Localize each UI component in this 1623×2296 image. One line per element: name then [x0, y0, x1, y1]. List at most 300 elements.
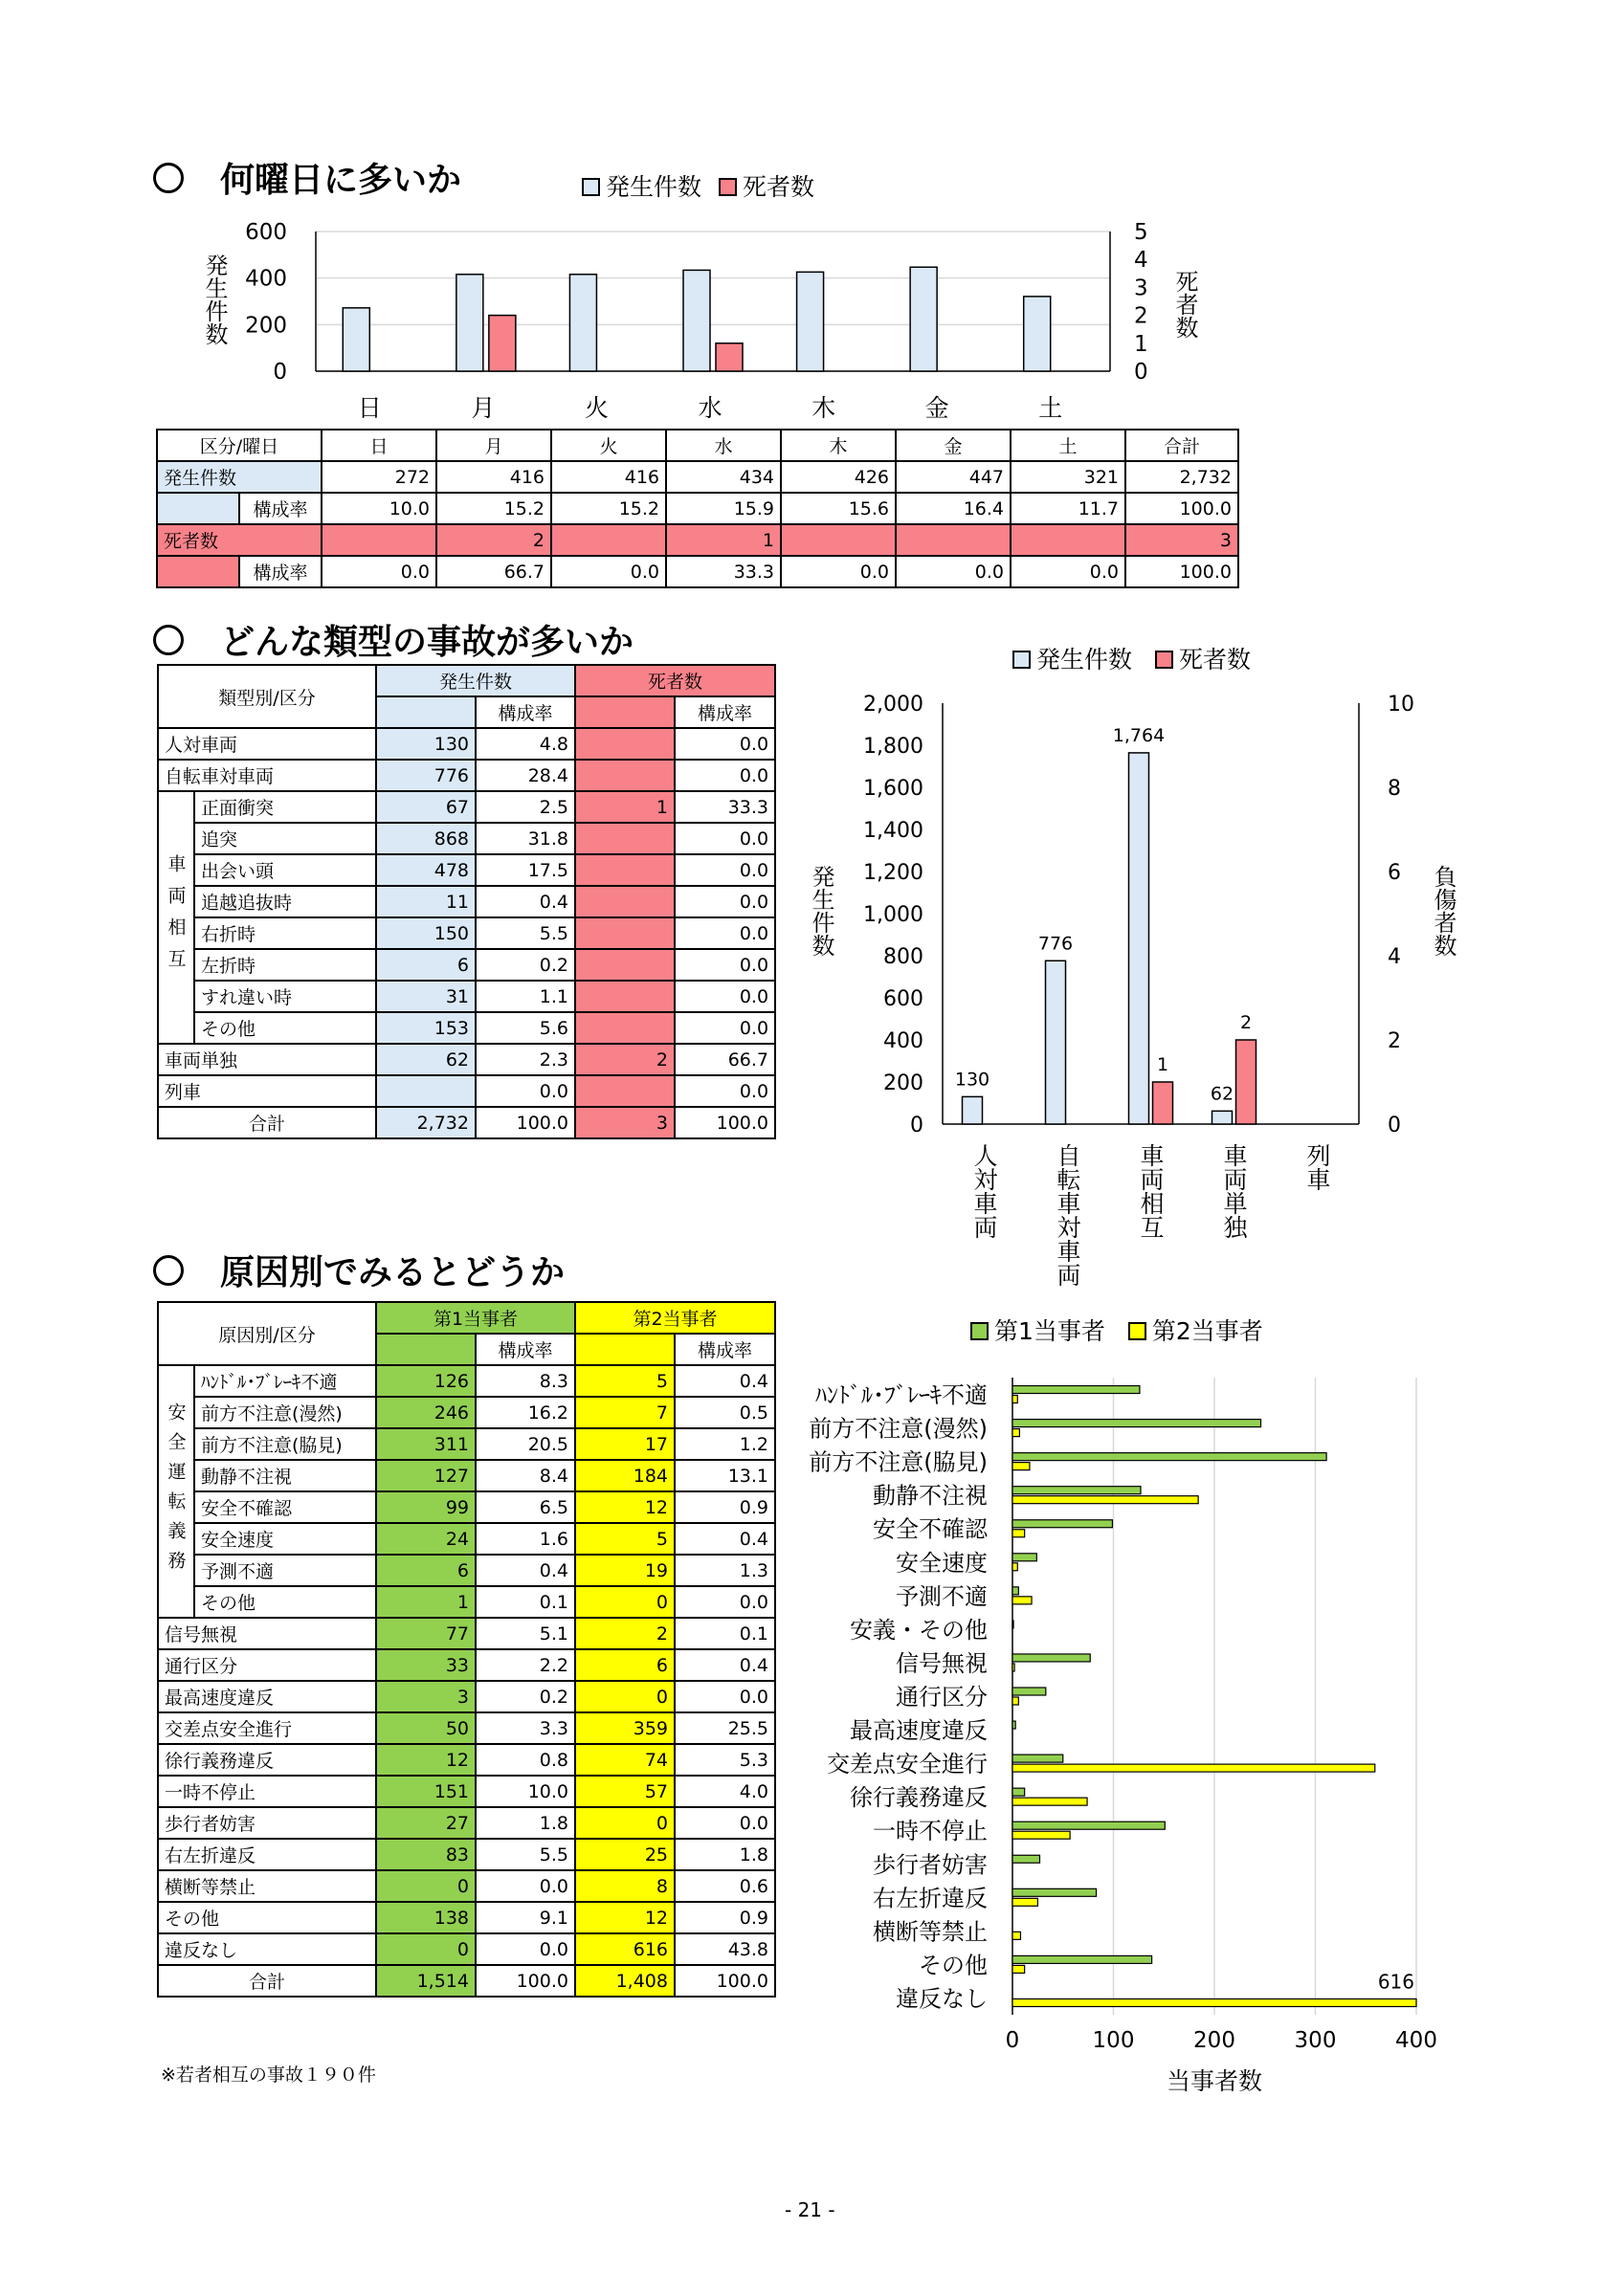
row-label: 信号無視: [158, 1618, 376, 1649]
table-cell: 99: [376, 1491, 476, 1523]
table-cell: 5.5: [476, 917, 575, 949]
table-cell: 100.0: [476, 1107, 575, 1138]
row-label: 一時不停止: [158, 1776, 376, 1807]
table-cell: 126: [376, 1365, 476, 1397]
table-cell: 0.4: [675, 1365, 775, 1397]
table-cell: 5.5: [476, 1839, 575, 1870]
row-label: その他: [194, 1586, 376, 1618]
table-cell: 2,732: [1125, 461, 1238, 493]
table-cell: 478: [376, 854, 476, 886]
header-cell: 木: [781, 430, 896, 461]
table-cell: 1: [376, 1586, 476, 1618]
x-tick-label: 300: [1294, 2028, 1337, 2053]
legend-swatch-accidents: [582, 178, 600, 196]
table-cell: 447: [896, 461, 1011, 493]
weekday-chart-ylabel-right: 死者数: [1171, 270, 1198, 339]
table-cell: 0.0: [551, 556, 666, 587]
table-cell: [575, 917, 675, 949]
bar-accidents: [1024, 297, 1051, 371]
x-tick-label: 人対車両: [970, 1143, 998, 1239]
bar-accidents: [343, 308, 369, 371]
row-label: 最高速度違反: [158, 1681, 376, 1712]
table-cell: 0.1: [476, 1586, 575, 1618]
bar-party1: [1012, 1554, 1036, 1561]
table-cell: 0: [575, 1807, 675, 1839]
weekday-chart-ylabel-left: 発生件数: [201, 254, 228, 345]
table-row: [158, 981, 775, 1012]
bar-deaths: [1153, 1082, 1173, 1124]
table-cell: 5.6: [476, 1012, 575, 1044]
table-cell: 246: [376, 1397, 476, 1428]
table-cell: 16.4: [896, 493, 1011, 524]
bar-party1: [1012, 1721, 1015, 1729]
header-cell: 原因別/区分: [158, 1302, 376, 1365]
y-tick-label: 1,400: [863, 819, 923, 843]
row-label: 交差点安全進行: [158, 1712, 376, 1744]
cause-chart: [785, 1358, 1455, 2105]
y-tick-label: 安義・その他: [850, 1616, 988, 1644]
y-tick-label: 200: [245, 313, 287, 339]
table-cell: [575, 1012, 675, 1044]
table-cell: 15.9: [666, 493, 781, 524]
table-row: [158, 1807, 775, 1839]
table-cell: 43.8: [675, 1933, 775, 1965]
table-cell: 0.4: [476, 1555, 575, 1586]
table-row: [158, 1870, 775, 1902]
table-row: [158, 1460, 775, 1491]
bar-party1: [1012, 1855, 1039, 1863]
table-cell: 0.5: [675, 1397, 775, 1428]
y2-tick-label: 0: [1388, 1114, 1401, 1137]
row-label: 追突: [194, 823, 376, 854]
table-cell: 1.6: [476, 1523, 575, 1555]
header-cell: 金: [896, 430, 1011, 461]
table-cell: 0.0: [675, 917, 775, 949]
y-tick-label: その他: [919, 1952, 988, 1979]
table-cell: 25.5: [675, 1712, 775, 1744]
header-cell: 死者数: [575, 665, 775, 696]
table-row: [158, 1744, 775, 1776]
type-chart-ylabel-left: 発生件数: [808, 865, 834, 957]
legend-swatch-party1: [970, 1322, 989, 1340]
table-cell: 130: [376, 728, 476, 760]
table-row: [158, 1712, 775, 1744]
bar-party2: [1012, 1463, 1030, 1470]
header-cell: [575, 1334, 675, 1365]
table-cell: 0.0: [1011, 556, 1125, 587]
bar-party1: [1012, 1788, 1025, 1796]
table-cell: 16.2: [476, 1397, 575, 1428]
table-cell: 127: [376, 1460, 476, 1491]
bar-party2: [1012, 1664, 1014, 1671]
y2-tick-label: 8: [1388, 777, 1401, 801]
table-cell: 184: [575, 1460, 675, 1491]
table-cell: 1.8: [476, 1807, 575, 1839]
legend-swatch-deaths: [719, 178, 737, 196]
header-cell: 構成率: [476, 1334, 575, 1365]
table-cell: [575, 728, 675, 760]
table-row: [158, 728, 775, 760]
y2-tick-label: 2: [1388, 1029, 1401, 1053]
section1-title: 何曜日に多いか: [153, 153, 461, 202]
row-label: 前方不注意(脇見): [194, 1428, 376, 1460]
y2-tick-label: 1: [1134, 331, 1148, 357]
table-cell: 7: [575, 1397, 675, 1428]
table-row: [158, 1012, 775, 1044]
table-cell: 0.6: [675, 1870, 775, 1902]
y-tick-label: 2,000: [863, 693, 923, 717]
table-cell: 0.1: [675, 1618, 775, 1649]
table-cell: 8.4: [476, 1460, 575, 1491]
y-tick-label: 600: [883, 987, 923, 1011]
x-tick-label: 0: [1005, 2028, 1020, 2053]
table-cell: 8.3: [476, 1365, 575, 1397]
table-row: [158, 1397, 775, 1428]
x-tick-label: 100: [1092, 2028, 1135, 2053]
table-row: [157, 556, 1238, 587]
table-row: [158, 1428, 775, 1460]
x-axis-title: 当事者数: [1166, 2067, 1263, 2095]
bar-party1: [1012, 1420, 1261, 1427]
table-total-row: [158, 1965, 775, 1997]
table-cell: 1.2: [675, 1428, 775, 1460]
table-cell: 272: [322, 461, 436, 493]
table-cell: 5: [575, 1523, 675, 1555]
x-tick-label: 列車: [1303, 1143, 1331, 1191]
table-cell: 5.1: [476, 1618, 575, 1649]
y-tick-label: 800: [883, 945, 923, 969]
table-cell: 0.2: [476, 1681, 575, 1712]
bar-party2: [1012, 1429, 1019, 1437]
table-cell: 426: [781, 461, 896, 493]
y-tick-label: 交差点安全進行: [827, 1751, 988, 1778]
table-row: [158, 917, 775, 949]
header-cell: 合計: [1125, 430, 1238, 461]
bar-party1: [1012, 1654, 1090, 1662]
y-tick-label: 予測不適: [896, 1582, 988, 1610]
table-cell: 416: [436, 461, 551, 493]
table-cell: 33: [376, 1649, 476, 1681]
bar-party2: [1012, 1798, 1087, 1805]
row-label-rate: 構成率: [239, 556, 322, 587]
x-tick-label: 車両単独: [1220, 1143, 1248, 1239]
x-tick-label: 土: [1038, 394, 1063, 422]
table-row: [158, 886, 775, 917]
table-cell: 153: [376, 1012, 476, 1044]
bar-party1: [1012, 1621, 1013, 1628]
table-cell: 1.3: [675, 1555, 775, 1586]
table-cell: [575, 1075, 675, 1107]
legend-type: 発生件数 死者数: [1012, 641, 1251, 675]
bar-accidents: [963, 1096, 983, 1124]
table-cell: 1: [575, 791, 675, 823]
table-cell: 0.0: [675, 1075, 775, 1107]
table-cell: [575, 854, 675, 886]
table-row: [158, 1555, 775, 1586]
table-cell: 12: [575, 1491, 675, 1523]
x-tick-label: 400: [1395, 2028, 1437, 2053]
table-row: [158, 949, 775, 981]
header-cell: 水: [666, 430, 781, 461]
row-label: 横断等禁止: [158, 1870, 376, 1902]
header-cell: 第1当事者: [376, 1302, 575, 1334]
row-label: 人対車両: [158, 728, 376, 760]
row-label: 安全速度: [194, 1523, 376, 1555]
row-label-deaths: 死者数: [157, 524, 322, 556]
table-cell: 311: [376, 1428, 476, 1460]
table-cell: 100.0: [1125, 556, 1238, 587]
table-cell: 1,408: [575, 1965, 675, 1997]
table-cell: 776: [376, 760, 476, 791]
row-label: 右折時: [194, 917, 376, 949]
table-cell: 25: [575, 1839, 675, 1870]
table-cell: 11: [376, 886, 476, 917]
row-label: 通行区分: [158, 1649, 376, 1681]
y-tick-label: 前方不注意(漫然): [809, 1415, 988, 1443]
row-label: 前方不注意(漫然): [194, 1397, 376, 1428]
bar-accidents: [1046, 960, 1066, 1124]
table-cell: 321: [1011, 461, 1125, 493]
table-cell: 5.3: [675, 1744, 775, 1776]
table-cell: 6: [575, 1649, 675, 1681]
header-cell: 区分/曜日: [157, 430, 322, 461]
bar-party2: [1012, 1530, 1025, 1537]
data-label: 1,764: [1112, 724, 1166, 746]
bar-deaths: [489, 316, 516, 371]
row-label-total: 合計: [158, 1107, 376, 1138]
y-tick-label: 前方不注意(脇見): [809, 1448, 988, 1476]
table-cell: 74: [575, 1744, 675, 1776]
group-label: 車両相互: [158, 791, 194, 1044]
header-cell: 日: [322, 430, 436, 461]
bar-party1: [1012, 1520, 1112, 1528]
table-row: [158, 823, 775, 854]
table-cell: 868: [376, 823, 476, 854]
table-cell: [896, 524, 1011, 556]
x-tick-label: 車両相互: [1137, 1143, 1165, 1239]
table-row: [157, 524, 1238, 556]
table-cell: 0.0: [675, 1012, 775, 1044]
table-cell: 0: [575, 1586, 675, 1618]
x-tick-label: 200: [1193, 2028, 1235, 2053]
data-label: 130: [954, 1069, 990, 1091]
table-cell: 0.8: [476, 1744, 575, 1776]
table-cell: 0: [575, 1681, 675, 1712]
legend-swatch-deaths: [1155, 651, 1173, 669]
table-header-row: [158, 665, 775, 696]
table-cell: 0.0: [675, 760, 775, 791]
table-cell: [376, 1075, 476, 1107]
row-label: 予測不適: [194, 1555, 376, 1586]
y2-tick-label: 3: [1134, 276, 1148, 301]
table-cell: 66.7: [436, 556, 551, 587]
legend-swatch-accidents: [1012, 651, 1031, 669]
table-cell: 10.0: [476, 1776, 575, 1807]
table-cell: 2: [436, 524, 551, 556]
circle-bullet-icon: [153, 163, 184, 193]
y-tick-label: 安全不確認: [873, 1515, 988, 1543]
table-cell: 2.3: [476, 1044, 575, 1075]
row-label: 徐行義務違反: [158, 1744, 376, 1776]
table-cell: 0.0: [476, 1870, 575, 1902]
row-label-rate: 構成率: [239, 493, 322, 524]
table-cell: 67: [376, 791, 476, 823]
table-cell: 62: [376, 1044, 476, 1075]
table-cell: 0.4: [675, 1523, 775, 1555]
x-tick-label: 日: [357, 394, 382, 422]
accident-type-table: [157, 664, 776, 1139]
y2-tick-label: 4: [1134, 248, 1148, 274]
data-label: 1: [1156, 1054, 1169, 1075]
section2-title: どんな類型の事故が多いか: [153, 615, 634, 664]
table-cell: 17: [575, 1428, 675, 1460]
y-tick-label: 400: [245, 266, 287, 292]
row-label: 右左折違反: [158, 1839, 376, 1870]
data-label: 616: [1377, 1970, 1414, 1994]
table-cell: [575, 949, 675, 981]
y2-tick-label: 0: [1134, 360, 1148, 385]
cause-table: [157, 1301, 776, 1998]
table-cell: 0.0: [675, 949, 775, 981]
y-tick-label: 1,600: [863, 777, 923, 801]
table-cell: 150: [376, 917, 476, 949]
y2-tick-label: 2: [1134, 303, 1148, 329]
table-cell: 100.0: [675, 1965, 775, 1997]
bar-accidents: [1129, 753, 1149, 1124]
legend-weekday: 発生件数 死者数: [582, 168, 814, 203]
table-cell: 3.3: [476, 1712, 575, 1744]
table-cell: 0.4: [675, 1649, 775, 1681]
weekday-table: [156, 429, 1239, 588]
bar-deaths: [1236, 1040, 1256, 1124]
table-cell: 77: [376, 1618, 476, 1649]
row-label: 違反なし: [158, 1933, 376, 1965]
table-cell: 0.0: [675, 981, 775, 1012]
table-cell: 2,732: [376, 1107, 476, 1138]
table-row: [158, 1933, 775, 1965]
row-label: 動静不注視: [194, 1460, 376, 1491]
table-cell: 15.2: [436, 493, 551, 524]
table-row: [158, 1365, 775, 1397]
x-tick-label: 金: [924, 394, 949, 422]
y-tick-label: 一時不停止: [873, 1818, 988, 1845]
y2-tick-label: 5: [1134, 220, 1148, 245]
bar-accidents: [910, 267, 937, 371]
data-label: 776: [1037, 933, 1074, 955]
y-tick-label: 1,000: [863, 903, 923, 927]
bar-party2: [1012, 1563, 1017, 1571]
table-cell: 2.2: [476, 1649, 575, 1681]
page-number: - 21 -: [785, 2198, 835, 2221]
table-cell: 0.0: [896, 556, 1011, 587]
bar-accidents: [569, 275, 596, 371]
table-row: [158, 1776, 775, 1807]
table-row: [158, 1618, 775, 1649]
weekday-chart: [220, 220, 1177, 430]
table-cell: 100.0: [1125, 493, 1238, 524]
table-cell: 100.0: [675, 1107, 775, 1138]
row-label: 自転車対車両: [158, 760, 376, 791]
header-cell: 構成率: [675, 1334, 775, 1365]
table-row: [158, 1649, 775, 1681]
row-label: 出会い頭: [194, 854, 376, 886]
bar-party1: [1012, 1955, 1152, 1963]
table-header-row: [157, 430, 1238, 461]
table-cell: 0.0: [781, 556, 896, 587]
table-cell: 6: [376, 1555, 476, 1586]
table-cell: 416: [551, 461, 666, 493]
table-cell: 10.0: [322, 493, 436, 524]
y-tick-label: 600: [245, 220, 287, 245]
bar-party1: [1012, 1755, 1063, 1762]
y-tick-label: 動静不注視: [873, 1482, 988, 1510]
table-row: [158, 854, 775, 886]
table-cell: 11.7: [1011, 493, 1125, 524]
table-cell: 3: [575, 1107, 675, 1138]
table-row: [158, 1075, 775, 1107]
data-label: 62: [1210, 1083, 1234, 1105]
row-label: その他: [158, 1902, 376, 1933]
table-cell: 0.0: [476, 1933, 575, 1965]
table-row: [157, 493, 1238, 524]
bar-party2: [1012, 1932, 1020, 1939]
bar-accidents: [683, 270, 710, 371]
row-label-accidents: 発生件数: [157, 461, 322, 493]
circle-bullet-icon: [153, 1255, 184, 1286]
table-cell: 1,514: [376, 1965, 476, 1997]
table-cell: 15.6: [781, 493, 896, 524]
table-cell: 0.0: [675, 728, 775, 760]
x-tick-label: 月: [471, 394, 496, 422]
table-cell: 2: [575, 1618, 675, 1649]
table-cell: 20.5: [476, 1428, 575, 1460]
bar-party2: [1012, 1764, 1375, 1772]
y-tick-label: ﾊﾝﾄﾞﾙ･ﾌﾞﾚｰｷ不適: [815, 1381, 988, 1409]
y-tick-label: 最高速度違反: [850, 1717, 988, 1745]
table-row: [158, 1681, 775, 1712]
bar-party1: [1012, 1587, 1018, 1595]
table-cell: 13.1: [675, 1460, 775, 1491]
header-cell: 構成率: [675, 696, 775, 728]
header-cell: 類型別/区分: [158, 665, 376, 728]
table-cell: 6.5: [476, 1491, 575, 1523]
table-cell: 19: [575, 1555, 675, 1586]
table-total-row: [158, 1107, 775, 1138]
section3-title: 原因別でみるとどうか: [153, 1246, 565, 1294]
bar-party2: [1012, 1396, 1017, 1403]
row-label: すれ違い時: [194, 981, 376, 1012]
bar-accidents: [456, 275, 483, 371]
table-cell: 0.0: [675, 1681, 775, 1712]
table-cell: 9.1: [476, 1902, 575, 1933]
accident-type-chart: [823, 684, 1416, 1315]
table-cell: 3: [376, 1681, 476, 1712]
table-cell: 31: [376, 981, 476, 1012]
table-cell: [575, 886, 675, 917]
table-cell: 24: [376, 1523, 476, 1555]
table-cell: [1011, 524, 1125, 556]
x-tick-label: 火: [584, 394, 609, 422]
row-label-total: 合計: [158, 1965, 376, 1997]
table-cell: 0.9: [675, 1902, 775, 1933]
table-row: [158, 1902, 775, 1933]
bar-party2: [1012, 1697, 1018, 1705]
table-cell: 0.0: [675, 1586, 775, 1618]
bar-deaths: [716, 343, 743, 371]
table-cell: 0.4: [476, 886, 575, 917]
y-tick-label: 1,800: [863, 735, 923, 759]
table-cell: 50: [376, 1712, 476, 1744]
